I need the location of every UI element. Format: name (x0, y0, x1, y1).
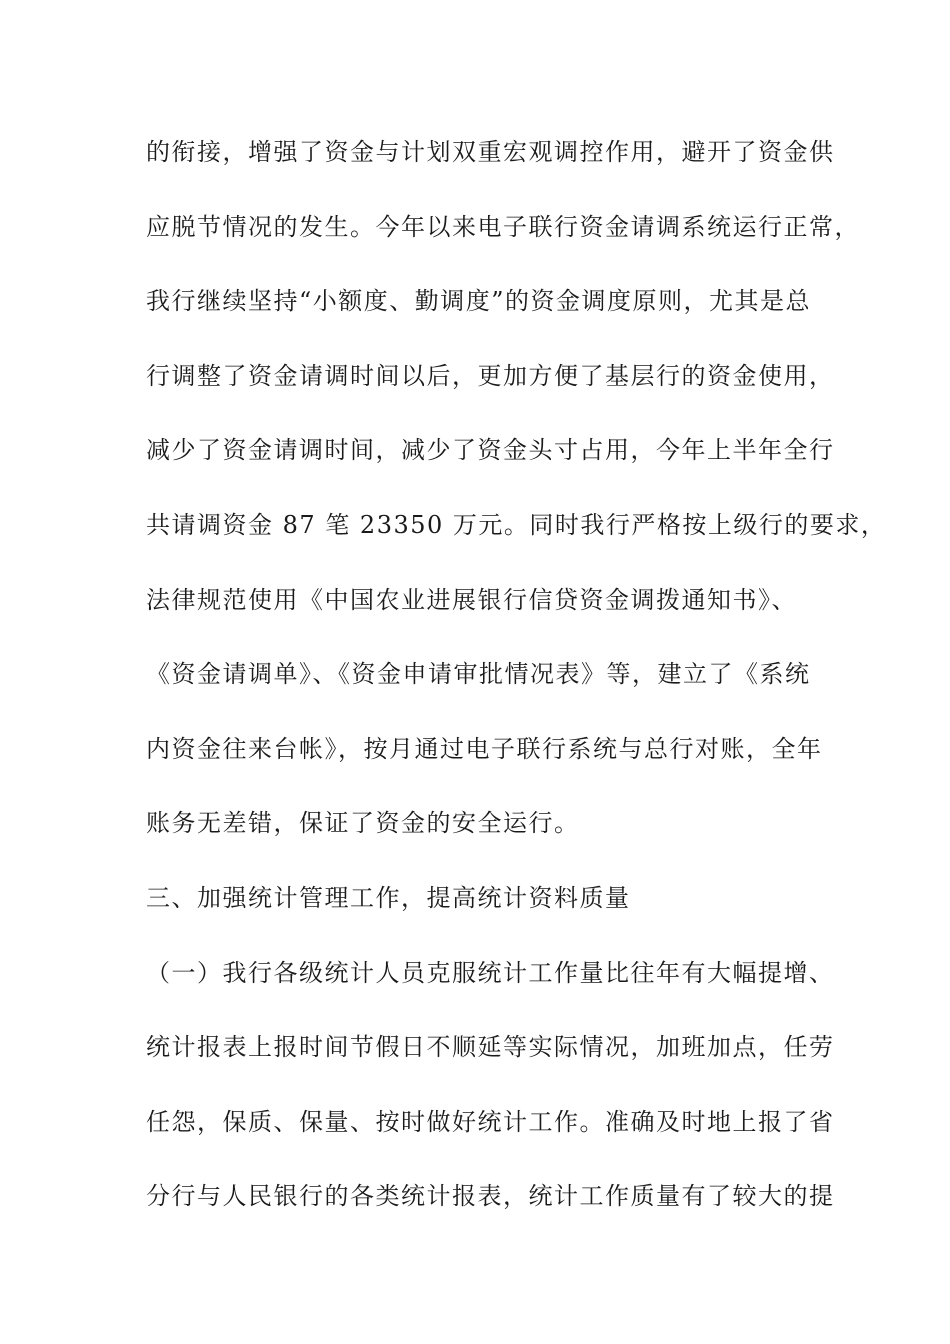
text-line: 任怨，保质、保量、按时做好统计工作。准确及时地上报了省 (146, 1107, 835, 1136)
text-line: （一）我行各级统计人员克服统计工作量比往年有大幅提增、 (146, 958, 835, 987)
text-line: 减少了资金请调时间，减少了资金头寸占用，今年上半年全行 (146, 436, 835, 465)
section-heading: 三、加强统计管理工作，提高统计资料质量 (146, 883, 631, 912)
text-line: 分行与人民银行的各类统计报表，统计工作质量有了较大的提 (146, 1182, 835, 1211)
text-line: 《资金请调单》、《资金申请审批情况表》等，建立了《系统 (146, 660, 811, 689)
body-text (146, 130, 887, 1249)
text-line: 内资金往来台帐》，按月通过电子联行系统与总行对账，全年 (146, 734, 823, 763)
text-line: 应脱节情况的发生。今年以来电子联行资金请调系统运行正常， (146, 212, 860, 241)
text-line: 账务无差错，保证了资金的安全运行。 (146, 809, 580, 838)
text-line: 我行继续坚持“小额度、勤调度”的资金调度原则，尤其是总 (146, 287, 812, 316)
text-line: 统计报表上报时间节假日不顺延等实际情况，加班加点，任劳 (146, 1033, 835, 1062)
text-line: 共请调资金 87 笔 23350 万元。同时我行严格按上级行的要求， (146, 510, 887, 539)
text-line: 的衔接，增强了资金与计划双重宏观调控作用，避开了资金供 (146, 138, 835, 166)
text-line: 法律规范使用《中国农业进展银行信贷资金调拨通知书》、 (146, 585, 797, 614)
text-line: 行调整了资金请调时间以后，更加方便了基层行的资金使用， (146, 361, 835, 390)
